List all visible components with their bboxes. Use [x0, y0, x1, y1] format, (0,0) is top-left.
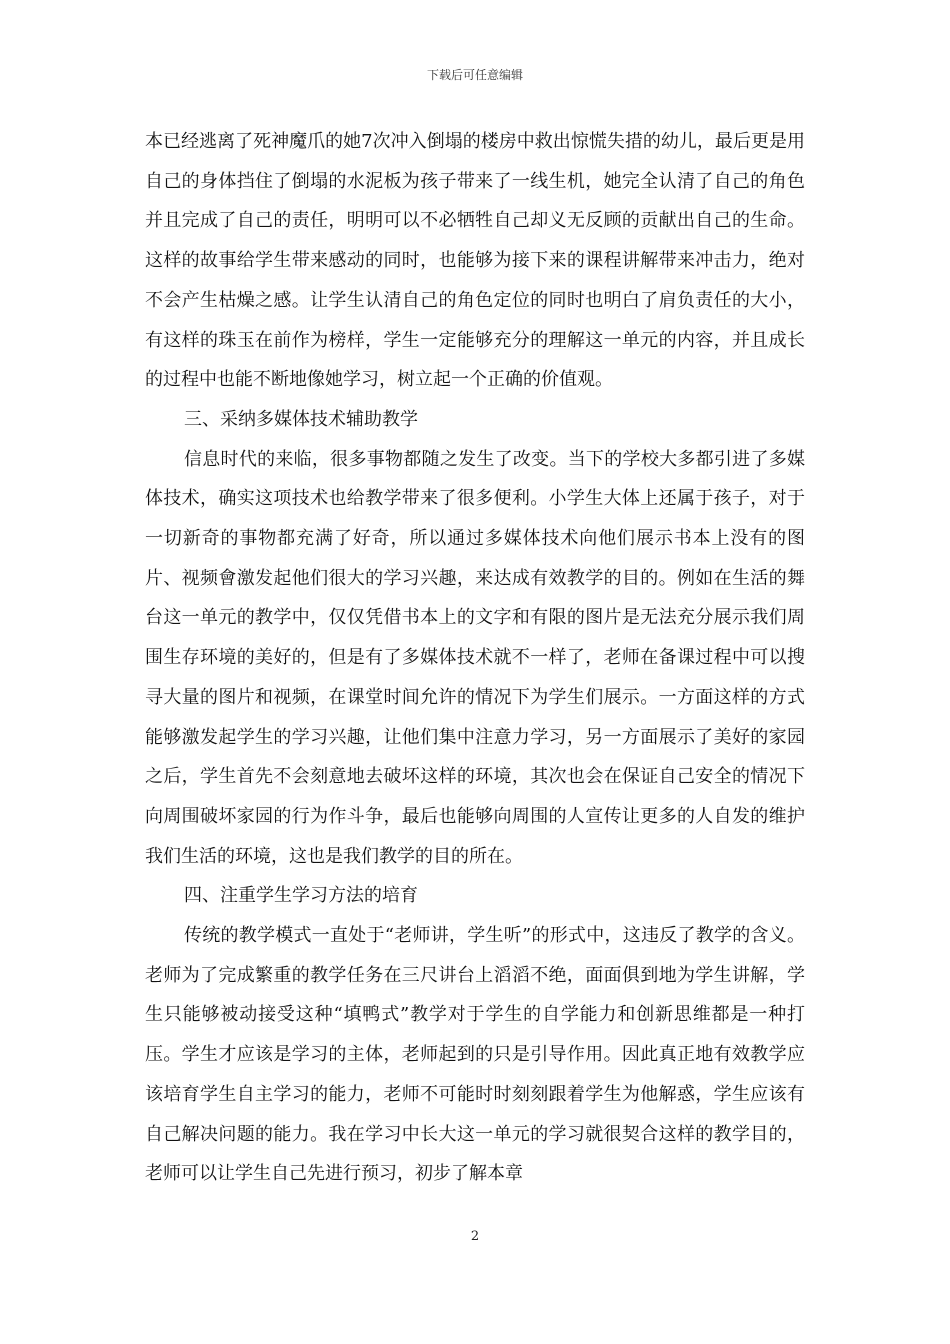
paragraph-continuation: 本已经逃离了死神魔爪的她7次冲入倒塌的楼房中救出惊慌失措的幼儿，最后更是用自己的身体挡住了倒塌的水泥板为孩子带来了一线生机，她完全认清了自己的角色并且完成了自己的责任，明明可以不必牺牲自己却义无反顾的贡献出自己的生命。这样的故事给学生带来感动的同时，也能够为接下来的课程讲解带来冲击力，绝对不会产生枯燥之感。让学生认清自己的角色定位的同时也明白了肩负责任的大小，有这样的珠玉在前作为榜样，学生一定能够充分的理解这一单元的内容，并且成长的过程中也能不断地像她学习，树立起一个正确的价值观。	[145, 131, 805, 391]
page-header: 下载后可任意编辑	[426, 68, 523, 82]
section-heading-3: 三、采纳多媒体技术辅助教学	[184, 408, 418, 430]
document-body	[145, 122, 805, 1194]
paragraph-multimedia: 信息时代的来临，很多事物都随之发生了改变。当下的学校大多都引进了多媒体技术，确实这项技术也给教学带来了很多便利。小学生大体上还属于孩子，对于一切新奇的事物都充满了好奇，所以通过多媒体技术向他们展示书本上没有的图片、视频會激发起他们很大的学习兴趣，来达成有效教学的目的。例如在生活的舞台这一单元的教学中，仅仅凭借书本上的文字和有限的图片是无法充分展示我们周围生存环境的美好的，但是有了多媒体技术就不一样了，老师在备课过程中可以搜寻大量的图片和视频，在课堂时间允许的情况下为学生们展示。一方面这样的方式能够激发起学生的学习兴趣，让他们集中注意力学习，另一方面展示了美好的家园之后，学生首先不会刻意地去破坏这样的环境，其次也会在保证自己安全的情况下向周围破坏家园的行为作斗争，最后也能够向周围的人宣传让更多的人自发的维护我们生活的环境，这也是我们教学的目的所在。	[145, 448, 805, 867]
section-heading-4: 四、注重学生学习方法的培育	[184, 885, 418, 907]
page-number: 2	[470, 1229, 480, 1244]
paragraph-learning-methods: 传统的教学模式一直处于“老师讲，学生听”的形式中，这违反了教学的含义。老师为了完成繁重的教学任务在三尺讲台上滔滔不绝，面面俱到地为学生讲解，学生只能够被动接受这种“填鸭式”教学对于学生的自学能力和创新思维都是一种打压。学生才应该是学习的主体，老师起到的只是引导作用。因此真正地有效教学应该培育学生自主学习的能力，老师不可能时时刻刻跟着学生为他解惑，学生应该有自己解决问题的能力。我在学习中长大这一单元的学习就很契合这样的教学目的，老师可以让学生自己先进行预习，初步了解本章	[145, 925, 805, 1185]
